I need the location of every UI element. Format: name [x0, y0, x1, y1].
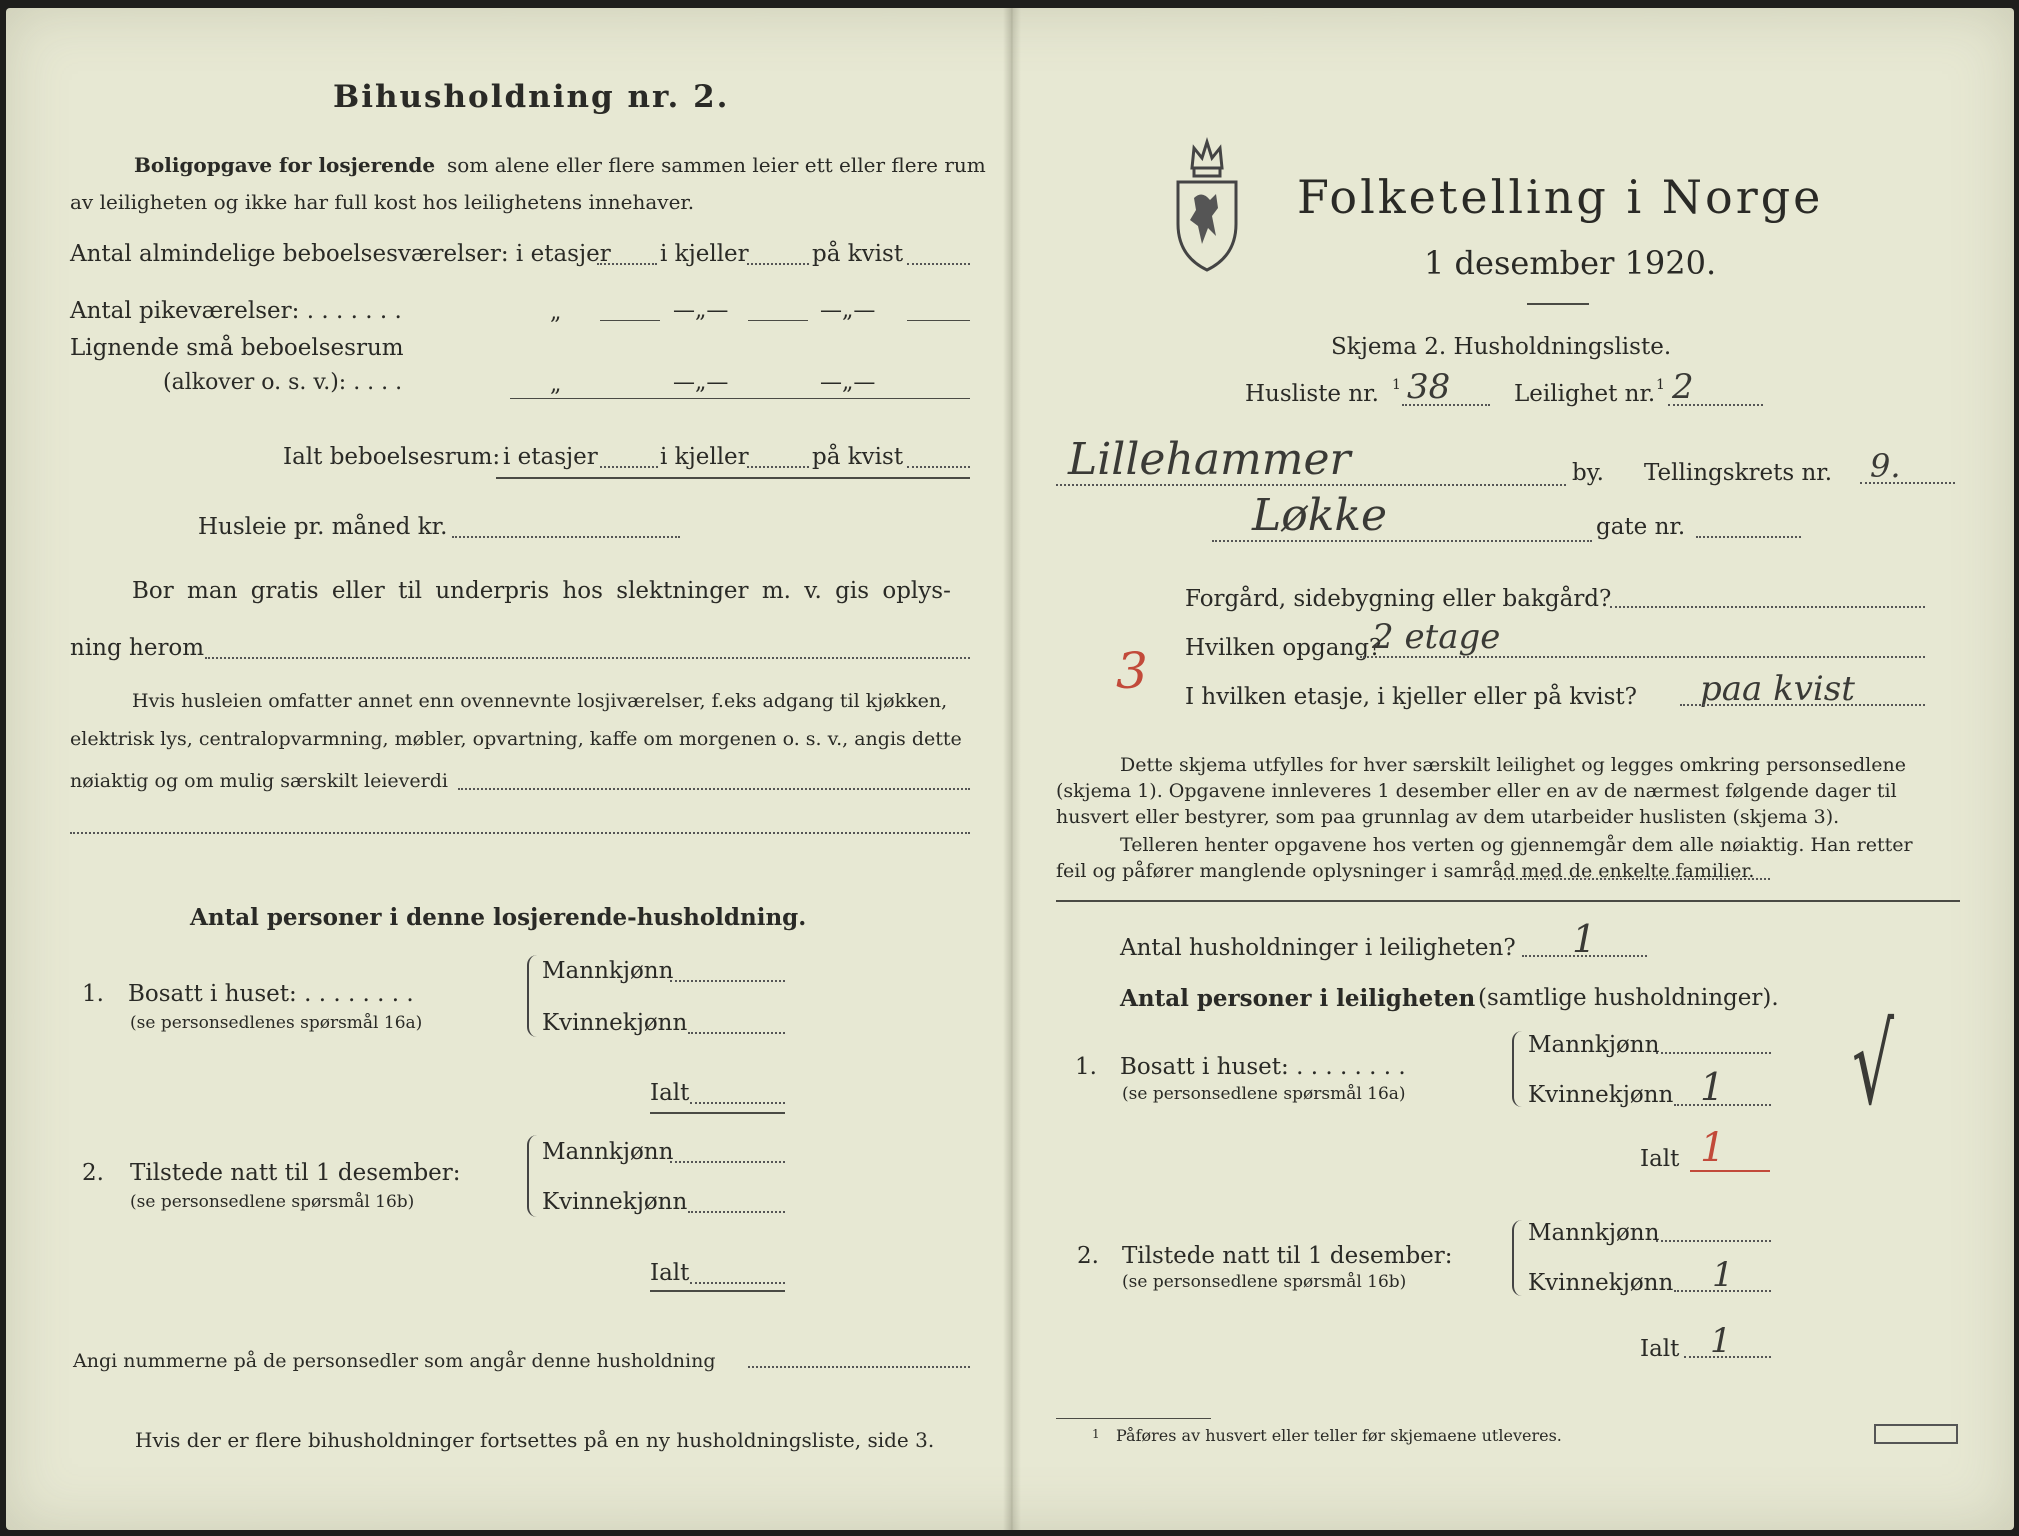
left-q2-ialt: Ialt: [650, 1260, 690, 1286]
lignende-line1: Lignende små beboelsesrum: [70, 335, 404, 361]
ialt-kvist-field[interactable]: [907, 466, 970, 468]
street-value[interactable]: Løkke: [1252, 490, 1388, 541]
husleie-label: Husleie pr. måned kr.: [198, 514, 448, 540]
right-q1-num: 1.: [1075, 1054, 1097, 1080]
left-q1-brace: [527, 955, 541, 1037]
forgard-label: Forgård, sidebygning eller bakgård?: [1185, 586, 1612, 612]
hush-label: Antal husholdninger i leiligheten?: [1120, 935, 1516, 961]
etasje-line: [1680, 704, 1925, 706]
hush-value[interactable]: 1: [1572, 917, 1597, 961]
footnote-text: Påføres av husvert eller teller før skjemaene utleveres.: [1116, 1426, 1562, 1445]
angi-label: Angi nummerne på de personsedler som angår denne husholdning: [73, 1350, 716, 1372]
right-q1-ialt-value[interactable]: 1: [1700, 1125, 1726, 1171]
hush-line: [1522, 955, 1647, 957]
instr-line: [1500, 878, 1770, 880]
instructions-divider: [1056, 900, 1960, 902]
leilighet-label: Leilighet nr.: [1514, 381, 1656, 407]
right-q2-kvinne: Kvinnekjønn: [1528, 1270, 1674, 1296]
pike-line-2: [748, 320, 808, 321]
left-q1-kvinne-field[interactable]: [688, 1032, 785, 1034]
antal-heading: Antal personer i denne losjerende-husholdning.: [190, 904, 807, 931]
right-q2-mann-field[interactable]: [1656, 1240, 1771, 1242]
right-q1-sub: (se personsedlene spørsmål 16a): [1122, 1084, 1406, 1104]
left-q1-mann: Mannkjønn: [542, 958, 674, 984]
left-q1-label: Bosatt i huset: . . . . . . . .: [128, 981, 414, 1007]
gate-label: gate nr.: [1596, 514, 1686, 540]
pike-label: Antal pikeværelser: . . . . . . .: [70, 298, 402, 324]
pike-ditto-dash-2: —„—: [820, 298, 876, 323]
hvis-line2: elektrisk lys, centralopvarmning, møbler, opvartning, kaffe om morgenen o. s. v., angis dette: [70, 728, 962, 750]
right-q1-mann: Mannkjønn: [1528, 1032, 1660, 1058]
bor-line1: Bor man gratis eller til underpris hos slektninger m. v. gis oplys-: [132, 578, 951, 604]
pike-ditto: „: [550, 300, 562, 325]
rooms-kvist-label: på kvist: [812, 241, 904, 267]
leilighet-value[interactable]: 2: [1672, 367, 1694, 407]
footnote-rule: [1056, 1418, 1211, 1419]
street-line: [1212, 540, 1592, 542]
right-q2-sub: (se personsedlene spørsmål 16b): [1122, 1272, 1407, 1292]
hvis-line1: Hvis husleien omfatter annet enn ovennevnte losjiværelser, f.eks adgang til kjøkken,: [132, 690, 948, 712]
etasje-label: I hvilken etasje, i kjeller eller på kvist?: [1185, 684, 1637, 710]
leieverdi-field[interactable]: [458, 788, 970, 790]
ialt-kjeller-field[interactable]: [747, 466, 809, 468]
pers-heading-rest: (samtlige husholdninger).: [1478, 985, 1779, 1011]
instr-3: husvert eller bestyrer, som paa grunnlag av dem utarbeider huslisten (skjema 3).: [1056, 806, 1840, 828]
intro-rest: som alene eller flere sammen leier ett eller flere rum: [447, 153, 986, 177]
husliste-line: [1402, 404, 1490, 406]
lignende-ditto-dash-2: —„—: [820, 370, 876, 395]
intro-bold: Boligopgave for losjerende: [134, 153, 436, 177]
ialt-underline: [496, 477, 970, 479]
left-q1-ialt: Ialt: [650, 1080, 690, 1106]
opgang-label: Hvilken opgang?: [1185, 635, 1382, 661]
right-q1-label: Bosatt i huset: . . . . . . . .: [1120, 1054, 1406, 1080]
left-q2-label: Tilstede natt til 1 desember:: [130, 1160, 461, 1186]
lignende-line: [510, 398, 970, 399]
right-q2-ialt-line: [1684, 1356, 1771, 1358]
ialt-label: Ialt beboelsesrum:: [283, 444, 501, 470]
pike-line-3: [907, 320, 970, 321]
husleie-field[interactable]: [452, 536, 680, 538]
right-q2-num: 2.: [1077, 1243, 1099, 1269]
krets-label: Tellingskrets nr.: [1644, 460, 1833, 486]
etasje-value[interactable]: paa kvist: [1700, 669, 1855, 709]
right-q2-kvinne-line: [1674, 1290, 1771, 1292]
left-q2-brace: [527, 1135, 541, 1217]
left-title: Bihusholdning nr. 2.: [333, 79, 730, 115]
printer-mark-icon: [1874, 1424, 1958, 1444]
lignende-ditto-dash-1: —„—: [673, 370, 729, 395]
right-q2-kvinne-value[interactable]: 1: [1712, 1255, 1734, 1295]
left-q1-sub: (se personsedlenes spørsmål 16a): [130, 1013, 423, 1033]
left-q2-mann: Mannkjønn: [542, 1139, 674, 1165]
rooms-etasjer-field[interactable]: [597, 263, 657, 265]
right-q2-mann: Mannkjønn: [1528, 1220, 1660, 1246]
left-q2-num: 2.: [82, 1160, 104, 1186]
right-q1-kvinne: Kvinnekjønn: [1528, 1082, 1674, 1108]
ialt-kjeller-label: i kjeller: [660, 444, 749, 470]
leieverdi-field-2[interactable]: [70, 832, 970, 834]
right-q2-label: Tilstede natt til 1 desember:: [1122, 1243, 1453, 1269]
left-q1-ialt-field[interactable]: [690, 1102, 785, 1104]
bor-line2: ning herom: [70, 635, 205, 661]
angi-field[interactable]: [748, 1366, 970, 1368]
right-q2-ialt-value[interactable]: 1: [1710, 1321, 1732, 1361]
page-fold: [1003, 8, 1021, 1530]
margin-red-3: 3: [1116, 642, 1148, 700]
left-q2-kvinne: Kvinnekjønn: [542, 1189, 688, 1215]
skjema-label: Skjema 2. Husholdningsliste.: [1331, 334, 1672, 360]
check-mark: √: [1852, 1001, 1895, 1129]
lignende-line2: (alkover o. s. v.): . . . .: [163, 370, 403, 395]
leilighet-sup: 1: [1656, 377, 1665, 393]
husliste-value[interactable]: 38: [1407, 367, 1451, 407]
left-q1-mann-field[interactable]: [670, 980, 785, 982]
left-q2-ialt-field[interactable]: [690, 1282, 785, 1284]
opgang-value[interactable]: 2 etage: [1372, 617, 1501, 657]
left-footer: Hvis der er flere bihusholdninger fortsettes på en ny husholdningsliste, side 3.: [135, 1428, 935, 1452]
forgard-field[interactable]: [1610, 606, 1925, 608]
right-q1-brace: [1512, 1031, 1526, 1107]
left-q1-kvinne: Kvinnekjønn: [542, 1010, 688, 1036]
ialt-etasjer-label: i etasjer: [503, 444, 598, 470]
instr-4: Telleren henter opgavene hos verten og gjennemgår dem alle nøiaktig. Han retter: [1120, 834, 1913, 856]
left-q2-sub: (se personsedlene spørsmål 16b): [130, 1192, 415, 1212]
footnote-sup: 1: [1092, 1427, 1100, 1441]
rooms-kjeller-label: i kjeller: [660, 241, 749, 267]
left-q2-mann-field[interactable]: [670, 1161, 785, 1163]
instr-2: (skjema 1). Opgavene innleveres 1 desember eller en av de nærmest følgende dager til: [1056, 780, 1897, 802]
opgang-line: [1360, 656, 1925, 658]
right-q2-brace: [1512, 1220, 1526, 1296]
krets-line: [1860, 482, 1955, 484]
bor-field[interactable]: [205, 657, 970, 659]
right-q1-ialt-red-line: [1690, 1170, 1770, 1172]
city-value[interactable]: Lillehammer: [1068, 434, 1351, 485]
lignende-ditto: „: [550, 372, 562, 397]
right-q2-ialt: Ialt: [1640, 1336, 1680, 1362]
city-line: [1056, 484, 1566, 486]
instr-1: Dette skjema utfylles for hver særskilt leilighet og legges omkring personsedlene: [1120, 754, 1906, 776]
left-q2-kvinne-field[interactable]: [688, 1211, 785, 1213]
pike-ditto-dash-1: —„—: [673, 298, 729, 323]
left-q1-num: 1.: [82, 981, 104, 1007]
census-date: 1 desember 1920.: [1424, 244, 1717, 282]
right-q1-kvinne-line: [1674, 1104, 1771, 1106]
left-q1-ialt-line: [650, 1112, 785, 1114]
rooms-label: Antal almindelige beboelsesværelser: i etasjer: [70, 241, 611, 267]
rooms-kvist-field[interactable]: [907, 263, 970, 265]
right-q1-ialt: Ialt: [1640, 1146, 1680, 1172]
pers-heading: Antal personer i leiligheten: [1120, 985, 1476, 1012]
ialt-etasjer-field[interactable]: [600, 466, 658, 468]
krets-value[interactable]: 9.: [1870, 447, 1901, 485]
by-label: by.: [1572, 460, 1604, 486]
rooms-kjeller-field[interactable]: [747, 263, 809, 265]
ialt-kvist-label: på kvist: [812, 444, 904, 470]
hvis-line3: nøiaktig og om mulig særskilt leieverdi: [70, 770, 448, 792]
left-q2-ialt-line: [650, 1290, 785, 1292]
title-divider: [1527, 303, 1589, 305]
pike-line-1: [600, 320, 660, 321]
right-title: Folketelling i Norge: [1297, 170, 1824, 224]
instr-5: feil og påfører manglende oplysninger i samråd med de enkelte familier.: [1056, 860, 1755, 882]
husliste-sup: 1: [1392, 377, 1401, 393]
intro-line2: av leiligheten og ikke har full kost hos leilighetens innehaver.: [70, 190, 695, 214]
right-q1-kvinne-value[interactable]: 1: [1700, 1065, 1725, 1109]
norway-coat-of-arms-icon: [1172, 128, 1242, 274]
right-q1-mann-field[interactable]: [1656, 1052, 1771, 1054]
husliste-label: Husliste nr.: [1245, 381, 1379, 407]
leilighet-line: [1668, 404, 1763, 406]
gate-line: [1696, 536, 1801, 538]
